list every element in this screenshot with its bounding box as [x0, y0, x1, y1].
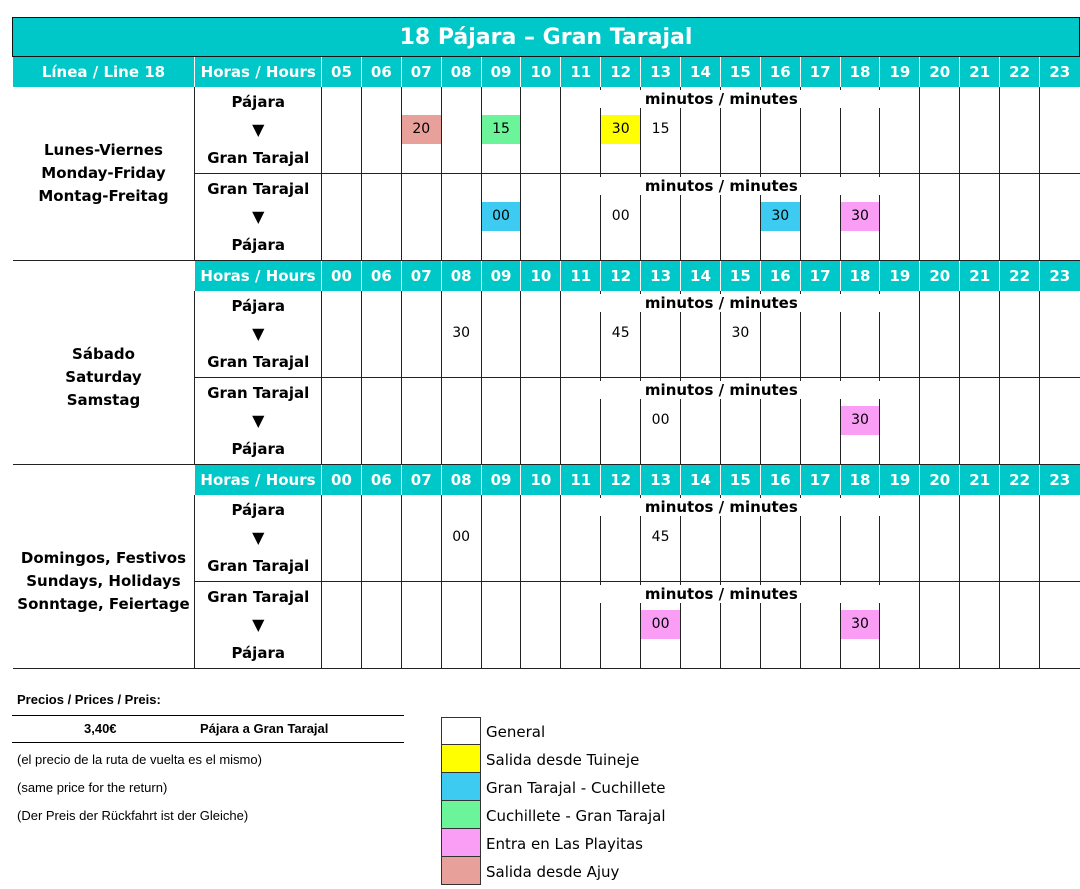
hour-cell	[401, 495, 441, 582]
line-label: Línea / Line 18	[13, 57, 195, 88]
legend-swatch	[441, 745, 481, 773]
hour-cell	[361, 174, 401, 261]
departure-minute: 45	[651, 529, 670, 545]
hour-label: 21	[960, 57, 1000, 88]
hours-label: Horas / Hours	[195, 57, 322, 88]
minutes-label: minutos / minutes	[561, 90, 881, 108]
hour-label: 08	[441, 57, 481, 88]
day-label	[13, 291, 195, 465]
hour-cell	[1040, 87, 1080, 174]
hour-cell	[960, 87, 1000, 174]
hour-label: 20	[920, 57, 960, 88]
hour-label: 22	[1000, 57, 1040, 88]
hour-label: 17	[800, 465, 840, 496]
hour-label: 19	[880, 261, 920, 292]
hour-label: 11	[561, 261, 601, 292]
legend-label: Salida desde Tuineje	[486, 751, 640, 769]
direction-label	[195, 87, 322, 174]
hour-cell	[880, 495, 920, 582]
hour-cell	[1000, 174, 1040, 261]
direction-arrow: ▼	[252, 120, 265, 139]
hour-label: 06	[361, 465, 401, 496]
legend-label: Salida desde Ajuy	[486, 863, 620, 881]
hour-cell	[960, 495, 1000, 582]
hour-cell	[481, 495, 521, 582]
legend-swatch	[441, 717, 481, 745]
departure-minute: 20	[402, 115, 441, 144]
prices-heading: Precios / Prices / Preis:	[17, 692, 161, 707]
hour-cell	[441, 378, 481, 465]
hour-label: 06	[361, 261, 401, 292]
hour-cell	[960, 378, 1000, 465]
direction-arrow: ▼	[252, 207, 265, 226]
hour-cell	[880, 291, 920, 378]
direction-label	[195, 291, 322, 378]
hour-label: 17	[800, 57, 840, 88]
hour-label: 15	[720, 57, 760, 88]
hour-label: 16	[760, 261, 800, 292]
hour-cell	[880, 378, 920, 465]
hour-label: 14	[681, 465, 721, 496]
hour-label: 11	[561, 465, 601, 496]
minutes-label: minutos / minutes	[561, 585, 881, 603]
schedule-row	[13, 495, 1080, 582]
hour-cell	[481, 291, 521, 378]
hour-cell	[920, 87, 960, 174]
hour-cell	[322, 87, 362, 174]
hour-label: 13	[641, 57, 681, 88]
day-label-line: Sonntage, Feiertage	[17, 595, 190, 613]
legend-label: Gran Tarajal - Cuchillete	[486, 779, 666, 797]
departure-minute: 30	[841, 406, 880, 435]
hour-label: 05	[322, 57, 362, 88]
direction-to: Pájara	[231, 236, 285, 254]
departure-minute: 00	[482, 202, 521, 231]
minutes-label: minutos / minutes	[561, 381, 881, 399]
hour-label: 14	[681, 57, 721, 88]
departure-minute: 30	[841, 610, 880, 639]
hour-label: 19	[880, 465, 920, 496]
price-note-es: (el precio de la ruta de vuelta es el mismo)	[17, 752, 262, 767]
day-label	[13, 495, 195, 669]
direction-from: Pájara	[231, 93, 285, 111]
hour-label: 23	[1040, 465, 1080, 496]
hour-cell	[920, 495, 960, 582]
hour-cell	[401, 582, 441, 669]
direction-label	[195, 495, 322, 582]
day-label-line: Sábado	[72, 345, 135, 363]
price-route: Pájara a Gran Tarajal	[200, 721, 329, 736]
hour-cell	[920, 174, 960, 261]
hour-cell	[441, 87, 481, 174]
direction-arrow: ▼	[252, 324, 265, 343]
direction-to: Gran Tarajal	[207, 149, 310, 167]
direction-arrow: ▼	[252, 615, 265, 634]
hours-header-row	[13, 57, 1080, 88]
hour-label: 09	[481, 465, 521, 496]
hour-cell	[401, 174, 441, 261]
price-row	[12, 715, 404, 743]
timetable	[12, 17, 1080, 669]
hour-cell	[920, 582, 960, 669]
minutes-label: minutos / minutes	[561, 177, 881, 195]
departure-minute: 30	[601, 115, 640, 144]
direction-from: Pájara	[231, 501, 285, 519]
hour-label: 21	[960, 261, 1000, 292]
departure-minute: 30	[761, 202, 800, 231]
hour-cell	[1000, 87, 1040, 174]
hour-cell	[361, 582, 401, 669]
hour-cell	[521, 87, 561, 174]
departure-minute: 30	[841, 202, 880, 231]
day-label-line: Saturday	[65, 368, 142, 386]
direction-to: Pájara	[231, 644, 285, 662]
header-spacer	[13, 261, 195, 292]
hour-cell	[960, 582, 1000, 669]
hour-label: 00	[322, 261, 362, 292]
hour-label: 13	[641, 261, 681, 292]
day-label-line: Monday-Friday	[41, 164, 166, 182]
hour-label: 16	[760, 465, 800, 496]
hour-label: 10	[521, 57, 561, 88]
hour-cell	[521, 174, 561, 261]
day-label-line: Samstag	[66, 391, 141, 409]
legend-swatch	[441, 829, 481, 857]
direction-label	[195, 378, 322, 465]
hour-cell	[322, 174, 362, 261]
hour-label: 06	[361, 57, 401, 88]
legend-label: Cuchillete - Gran Tarajal	[486, 807, 666, 825]
departure-minute: 15	[651, 121, 670, 137]
direction-from: Gran Tarajal	[207, 588, 310, 606]
departure-minute: 15	[482, 115, 521, 144]
hour-cell	[1040, 174, 1080, 261]
minutes-label: minutos / minutes	[561, 294, 881, 312]
hour-label: 10	[521, 465, 561, 496]
hour-label: 09	[481, 57, 521, 88]
hour-cell	[322, 582, 362, 669]
legend-swatch	[441, 801, 481, 829]
legend-label: General	[486, 723, 546, 741]
hour-cell	[361, 378, 401, 465]
departure-minute: 30	[731, 325, 750, 341]
hour-label: 14	[681, 261, 721, 292]
hour-cell	[920, 291, 960, 378]
hour-label: 19	[880, 57, 920, 88]
hour-label: 12	[601, 57, 641, 88]
header-spacer	[13, 465, 195, 496]
hours-header-row	[13, 261, 1080, 292]
hour-label: 08	[441, 465, 481, 496]
direction-to: Gran Tarajal	[207, 557, 310, 575]
hour-cell	[322, 291, 362, 378]
hour-cell	[920, 378, 960, 465]
price-note-de: (Der Preis der Rückfahrt ist der Gleiche)	[17, 808, 249, 823]
hour-cell	[401, 378, 441, 465]
hour-cell	[481, 582, 521, 669]
hour-label: 08	[441, 261, 481, 292]
price-note-en: (same price for the return)	[17, 780, 168, 795]
departure-minute: 00	[611, 208, 630, 224]
day-label-line: Sundays, Holidays	[26, 572, 181, 590]
hours-header-row	[13, 465, 1080, 496]
schedule-row	[13, 291, 1080, 378]
hour-cell	[960, 174, 1000, 261]
hours-label: Horas / Hours	[195, 465, 322, 496]
hour-label: 15	[720, 261, 760, 292]
hour-cell	[441, 174, 481, 261]
hour-label: 20	[920, 465, 960, 496]
hour-cell	[1040, 291, 1080, 378]
hour-cell	[1000, 291, 1040, 378]
timetable-title: 18 Pájara – Gran Tarajal	[13, 18, 1080, 57]
hour-label: 20	[920, 261, 960, 292]
hour-cell	[521, 582, 561, 669]
hour-label: 12	[601, 465, 641, 496]
hour-label: 16	[760, 57, 800, 88]
day-label-line: Lunes-Viernes	[43, 141, 163, 159]
hour-label: 11	[561, 57, 601, 88]
hours-label: Horas / Hours	[195, 261, 322, 292]
direction-label	[195, 582, 322, 669]
schedule-row	[13, 87, 1080, 174]
hour-label: 07	[401, 57, 441, 88]
direction-arrow: ▼	[252, 411, 265, 430]
hour-cell	[441, 495, 481, 582]
day-label-line: Montag-Freitag	[38, 187, 169, 205]
hour-cell	[1040, 495, 1080, 582]
price-amount: 3,40€	[84, 721, 117, 736]
direction-arrow: ▼	[252, 528, 265, 547]
departure-minute: 45	[611, 325, 630, 341]
hour-cell	[521, 291, 561, 378]
hour-cell	[1000, 378, 1040, 465]
hour-cell	[322, 495, 362, 582]
hour-label: 23	[1040, 57, 1080, 88]
hour-cell	[481, 87, 521, 174]
hour-label: 07	[401, 261, 441, 292]
hour-cell	[361, 87, 401, 174]
hour-cell	[401, 87, 441, 174]
hour-label: 12	[601, 261, 641, 292]
hour-label: 09	[481, 261, 521, 292]
hour-label: 23	[1040, 261, 1080, 292]
hour-label: 18	[840, 57, 880, 88]
legend-label: Entra en Las Playitas	[486, 835, 643, 853]
hour-label: 13	[641, 465, 681, 496]
hour-label: 22	[1000, 465, 1040, 496]
hour-cell	[880, 582, 920, 669]
hour-cell	[401, 291, 441, 378]
hour-cell	[322, 378, 362, 465]
minutes-label: minutos / minutes	[561, 498, 881, 516]
hour-label: 10	[521, 261, 561, 292]
hour-cell	[521, 378, 561, 465]
hour-label: 15	[720, 465, 760, 496]
hour-label: 17	[800, 261, 840, 292]
hour-cell	[880, 174, 920, 261]
hour-label: 07	[401, 465, 441, 496]
departure-minute: 00	[452, 529, 471, 545]
hour-label: 21	[960, 465, 1000, 496]
legend-swatch	[441, 773, 481, 801]
hour-cell	[361, 495, 401, 582]
hour-label: 18	[840, 465, 880, 496]
hour-cell	[481, 174, 521, 261]
hour-label: 22	[1000, 261, 1040, 292]
direction-to: Pájara	[231, 440, 285, 458]
hour-label: 18	[840, 261, 880, 292]
direction-from: Gran Tarajal	[207, 180, 310, 198]
hour-cell	[1000, 582, 1040, 669]
direction-label	[195, 174, 322, 261]
hour-cell	[361, 291, 401, 378]
direction-to: Gran Tarajal	[207, 353, 310, 371]
hour-cell	[521, 495, 561, 582]
day-label-line: Domingos, Festivos	[20, 549, 187, 567]
hour-cell	[960, 291, 1000, 378]
direction-from: Pájara	[231, 297, 285, 315]
departure-minute: 30	[452, 325, 471, 341]
day-label	[13, 87, 195, 261]
hour-label: 00	[322, 465, 362, 496]
hour-cell	[441, 291, 481, 378]
hour-cell	[1040, 378, 1080, 465]
departure-minute: 00	[651, 412, 670, 428]
hour-cell	[481, 378, 521, 465]
hour-cell	[880, 87, 920, 174]
direction-from: Gran Tarajal	[207, 384, 310, 402]
legend-swatch	[441, 857, 481, 885]
hour-cell	[1040, 582, 1080, 669]
hour-cell	[441, 582, 481, 669]
hour-cell	[1000, 495, 1040, 582]
departure-minute: 00	[641, 610, 680, 639]
prices-section	[12, 692, 404, 827]
